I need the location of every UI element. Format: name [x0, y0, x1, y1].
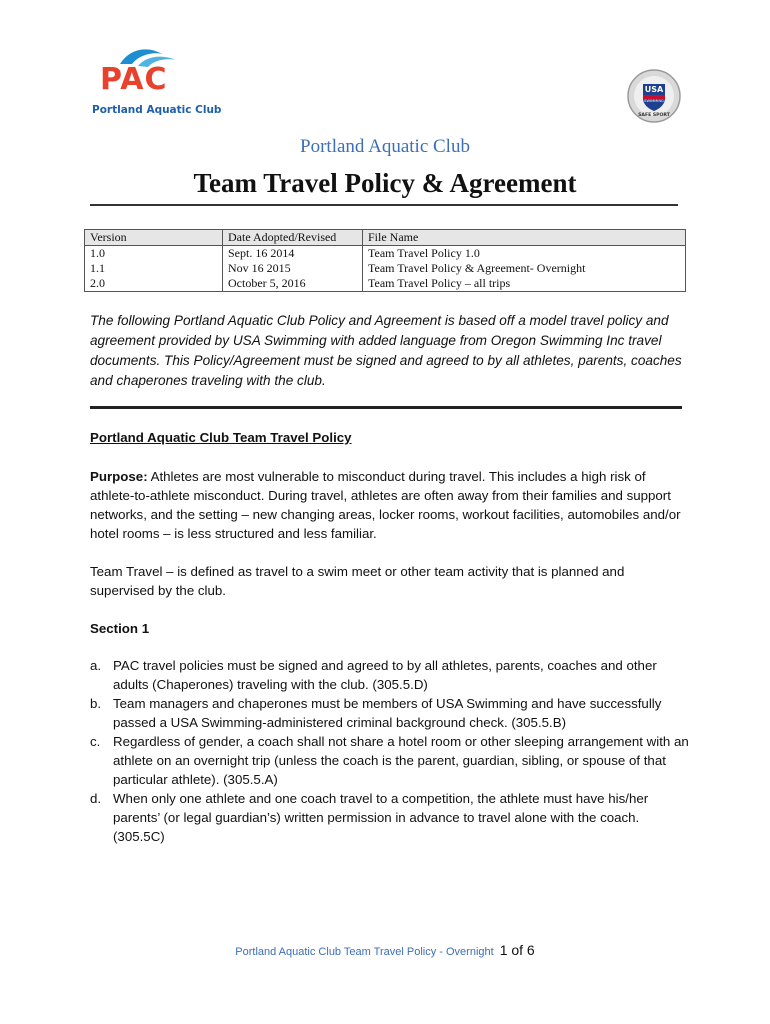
list-item-text: Regardless of gender, a coach shall not share a hotel room or other sleeping arrangement with an athlete on an overnight trip (unless the coach is the parent, guardian, sibling, or spouse of that particular athlete). (305.5.A)	[113, 734, 689, 787]
table-cell: Sept. 16 2014	[223, 246, 363, 262]
table-row	[85, 246, 686, 262]
column-header: Version	[85, 230, 223, 246]
list-marker: c.	[90, 734, 101, 749]
logo-mark: PAC	[100, 62, 168, 97]
policy-heading: Portland Aquatic Club Team Travel Policy	[90, 430, 352, 445]
list-item-text: When only one athlete and one coach travel to a competition, the athlete must have his/her parents’ (or legal guardian’s) written permission in advance to travel alone with the coach. (305.5C)	[113, 791, 649, 844]
list-marker: d.	[90, 791, 102, 806]
list-item-text: PAC travel policies must be signed and agreed to by all athletes, parents, coaches and other adults (Chaperones) traveling with the club. (305.5.D)	[113, 658, 657, 692]
table-cell: 1.1	[85, 261, 223, 276]
page-footer	[0, 942, 770, 958]
section-divider	[90, 406, 682, 409]
table-cell: 1.0	[85, 246, 223, 262]
list-item	[90, 694, 690, 732]
logo-name: Portland Aquatic Club	[92, 104, 222, 116]
safe-sport-badge-icon	[626, 68, 682, 124]
table-cell: Nov 16 2015	[223, 261, 363, 276]
badge-usa: USA	[644, 85, 664, 94]
list-marker: a.	[90, 658, 102, 673]
org-title: Portland Aquatic Club	[300, 136, 470, 157]
team-travel-paragraph: Team Travel – is defined as travel to a swim meet or other team activity that is planned and supervised by the club.	[90, 564, 625, 598]
table-cell: Team Travel Policy 1.0	[363, 246, 686, 262]
intro-paragraph: The following Portland Aquatic Club Policy and Agreement is based off a model travel policy and agreement provided by USA Swimming with added language from Oregon Swimming Inc travel documents. This Policy/Agreement must be signed and agreed to by all athletes, parents, coaches and chaperones traveling with the club.	[90, 313, 682, 388]
column-header: Date Adopted/Revised	[223, 230, 363, 246]
purpose-paragraph	[90, 467, 690, 543]
badge-sub: SWIMMING	[644, 99, 664, 103]
purpose-text: Athletes are most vulnerable to misconduct during travel. This includes a high risk of athlete-to-athlete misconduct. During travel, athletes are often away from their families and support networks, and the setting – new changing areas, locker rooms, workout facilities, automobiles and/or hotel rooms – is less structured and less familiar.	[90, 469, 681, 541]
table-cell: October 5, 2016	[223, 276, 363, 292]
table-row	[85, 276, 686, 292]
section-1-list	[90, 656, 690, 846]
footer-text: Portland Aquatic Club Team Travel Policy - Overnight	[235, 946, 494, 958]
badge-caption: SAFE SPORT	[638, 113, 670, 118]
title-divider	[90, 204, 678, 206]
table-row	[85, 261, 686, 276]
page-number: 1 of 6	[499, 942, 535, 958]
table-header-row	[85, 230, 686, 246]
list-item	[90, 732, 690, 789]
page-title: Team Travel Policy & Agreement	[193, 168, 577, 198]
table-cell: 2.0	[85, 276, 223, 292]
club-logo	[92, 46, 222, 120]
table-cell: Team Travel Policy & Agreement- Overnight	[363, 261, 686, 276]
table-cell: Team Travel Policy – all trips	[363, 276, 686, 292]
list-item	[90, 656, 690, 694]
list-marker: b.	[90, 696, 102, 711]
purpose-label: Purpose:	[90, 469, 148, 484]
list-item-text: Team managers and chaperones must be members of USA Swimming and have successfully passed a USA Swimming-administered criminal background check. (305.5.B)	[113, 696, 662, 730]
column-header: File Name	[363, 230, 686, 246]
list-item	[90, 789, 690, 846]
version-table	[84, 229, 686, 292]
section-title: Section 1	[90, 621, 150, 636]
